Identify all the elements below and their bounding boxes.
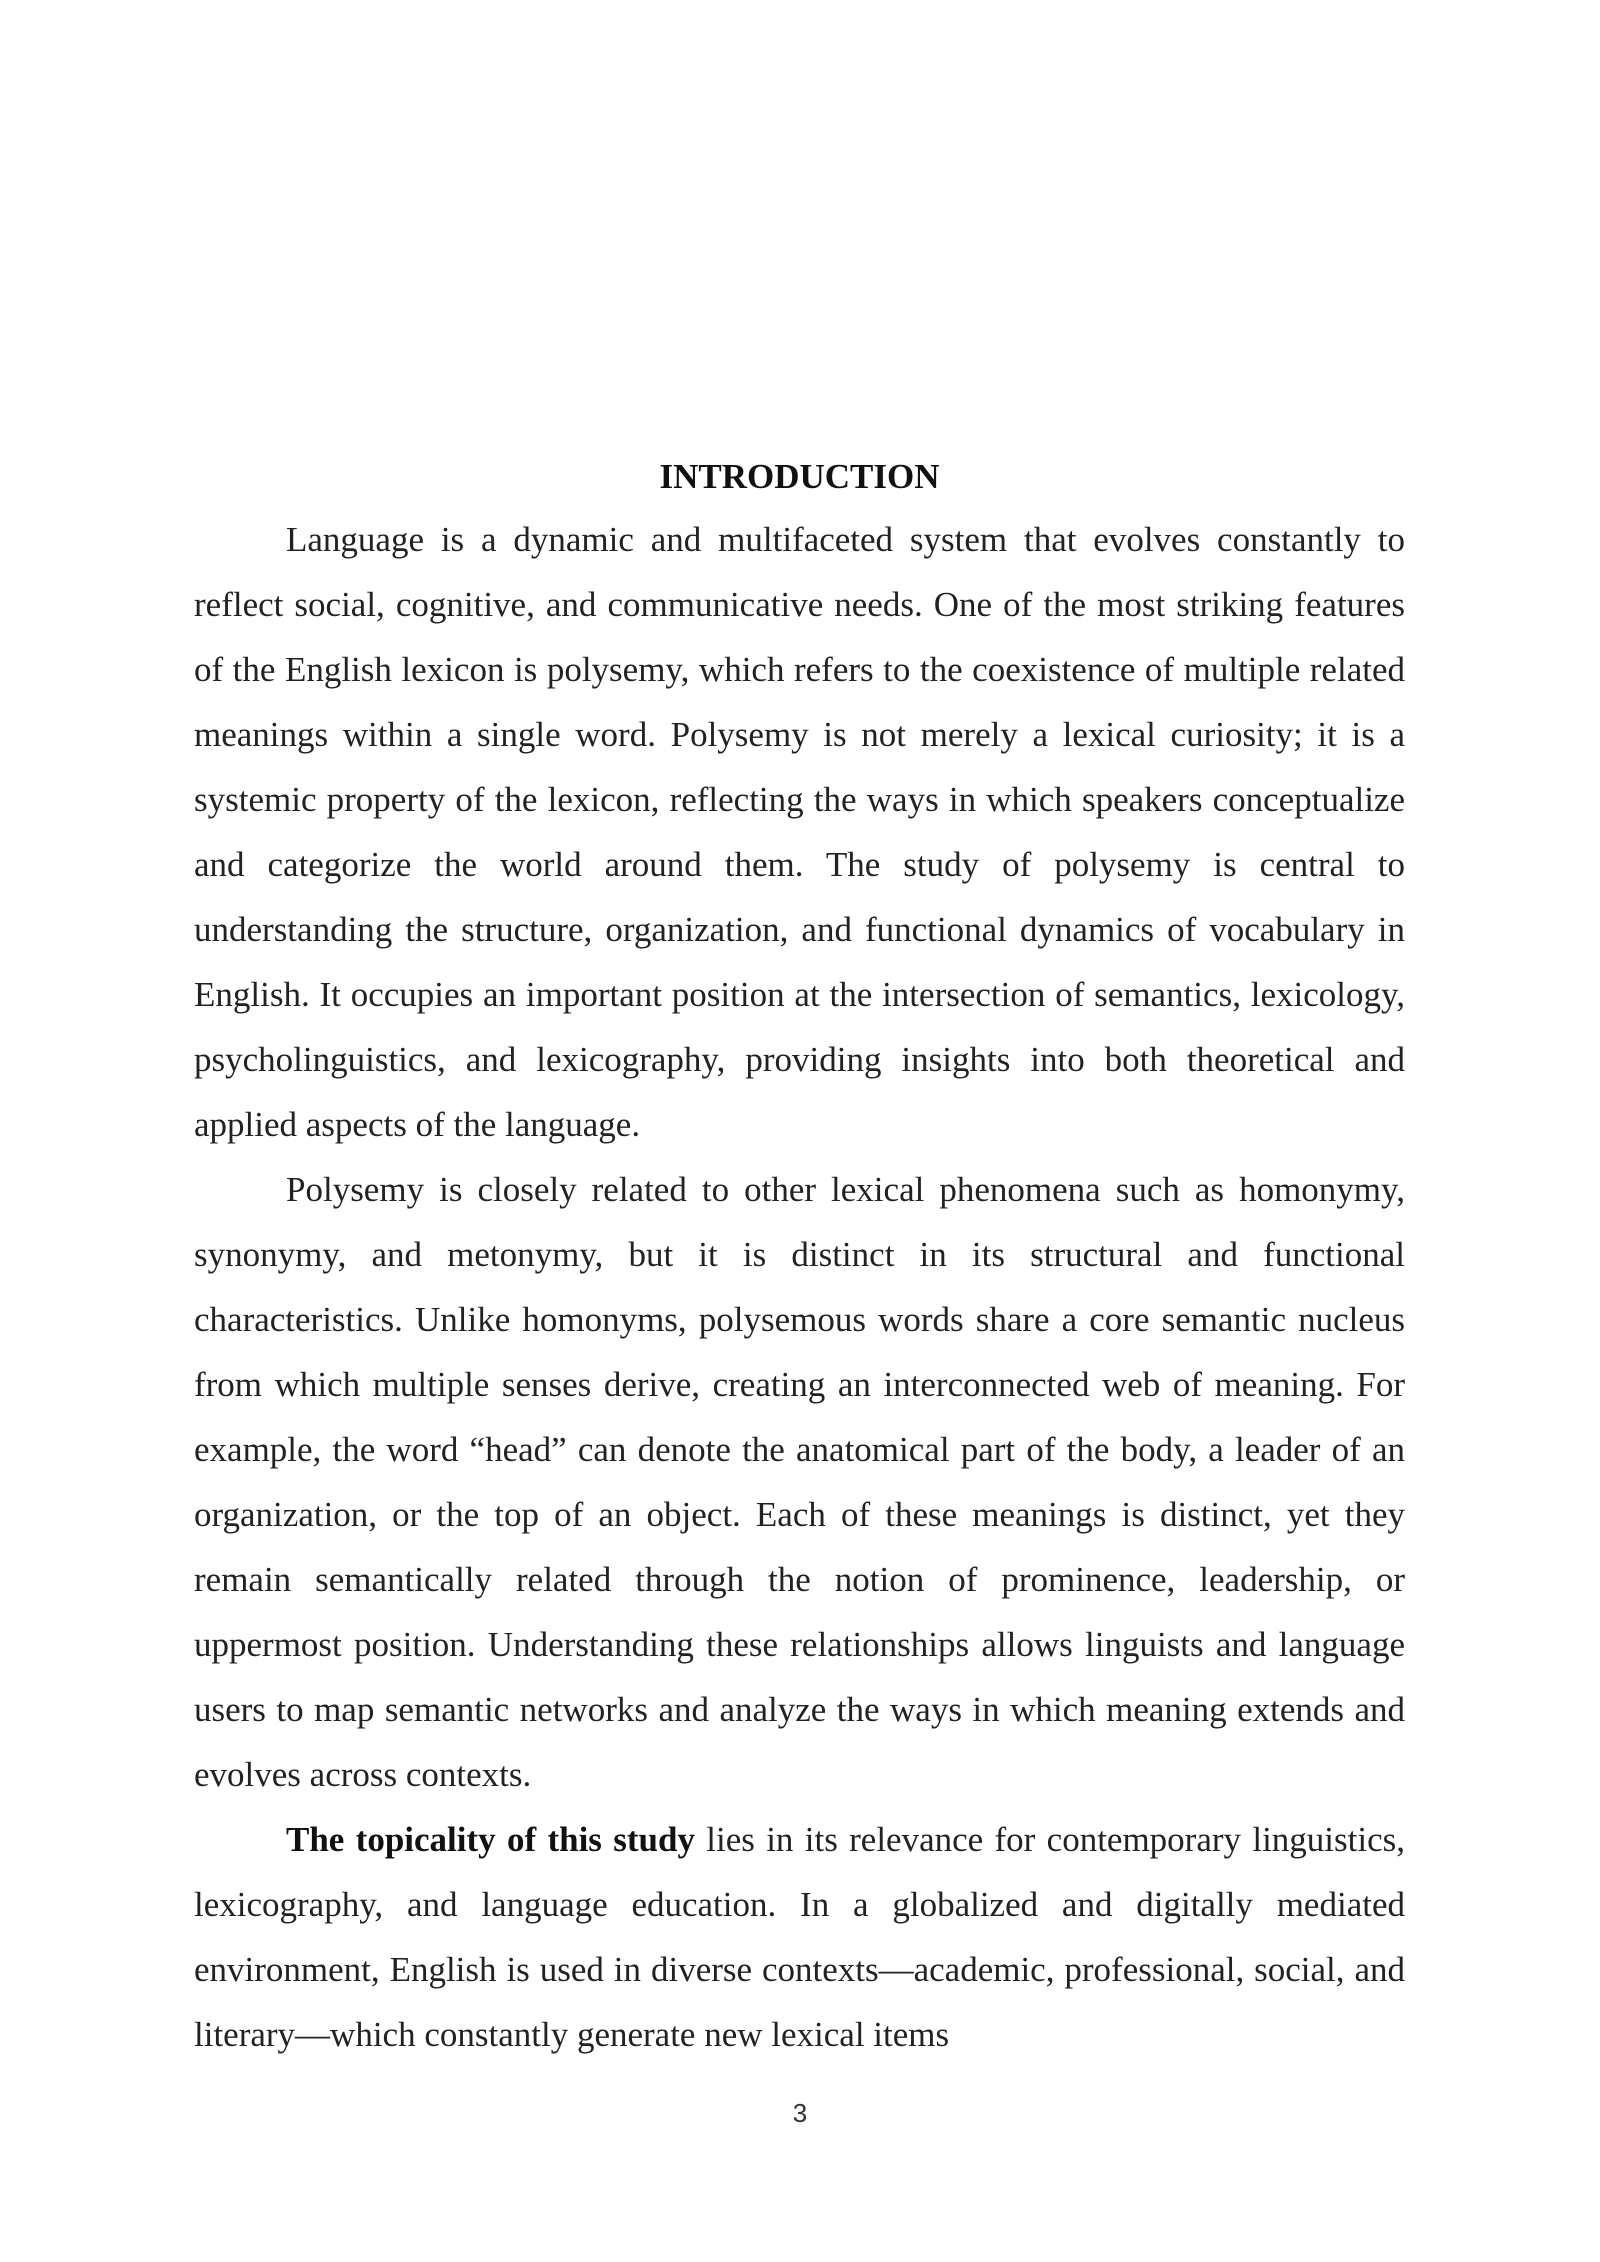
- paragraph: [194, 1157, 1405, 1807]
- paragraph: [194, 1807, 1405, 2067]
- paragraph-lead-bold: The topicality of this study: [286, 1820, 695, 1859]
- paragraph-text: Polysemy is closely related to other lexical phenomena such as homonymy, synonymy, and metonymy, but it is distinct in its structural and functional characteristics. Unlike homonyms, polysemous words share a core semantic nucleus from which multiple senses derive, creating an interconnected web of meaning. For example, the word “head” can denote the anatomical part of the body, a leader of an organization, or the top of an object. Each of these meanings is distinct, yet they remain semantically related through the notion of prominence, leadership, or uppermost position. Understanding these relationships allows linguists and language users to map semantic networks and analyze the ways in which meaning extends and evolves across contexts.: [194, 1170, 1405, 1794]
- paragraph-text: Language is a dynamic and multifaceted system that evolves constantly to reflect social, cognitive, and communicative needs. One of the most striking features of the English lexicon is polysemy, which refers to the coexistence of multiple related meanings within a single word. Polysemy is not merely a lexical curiosity; it is a systemic property of the lexicon, reflecting the ways in which speakers conceptualize and categorize the world around them. The study of polysemy is central to understanding the structure, organization, and functional dynamics of vocabulary in English. It occupies an important position at the intersection of semantics, lexicology, psycholinguistics, and lexicography, providing insights into both theoretical and applied aspects of the language.: [194, 520, 1405, 1144]
- paragraph: [194, 507, 1405, 1157]
- page-number: 3: [792, 2098, 808, 2128]
- section-heading: INTRODUCTION: [659, 457, 940, 496]
- body-text: [194, 447, 1405, 2067]
- paragraph-text: lies in its relevance for contemporary linguistics, lexicography, and language education. In a globalized and digitally mediated environment, English is used in diverse contexts—academic, professional, social, and literary—which constantly generate new lexical items: [194, 1820, 1405, 2054]
